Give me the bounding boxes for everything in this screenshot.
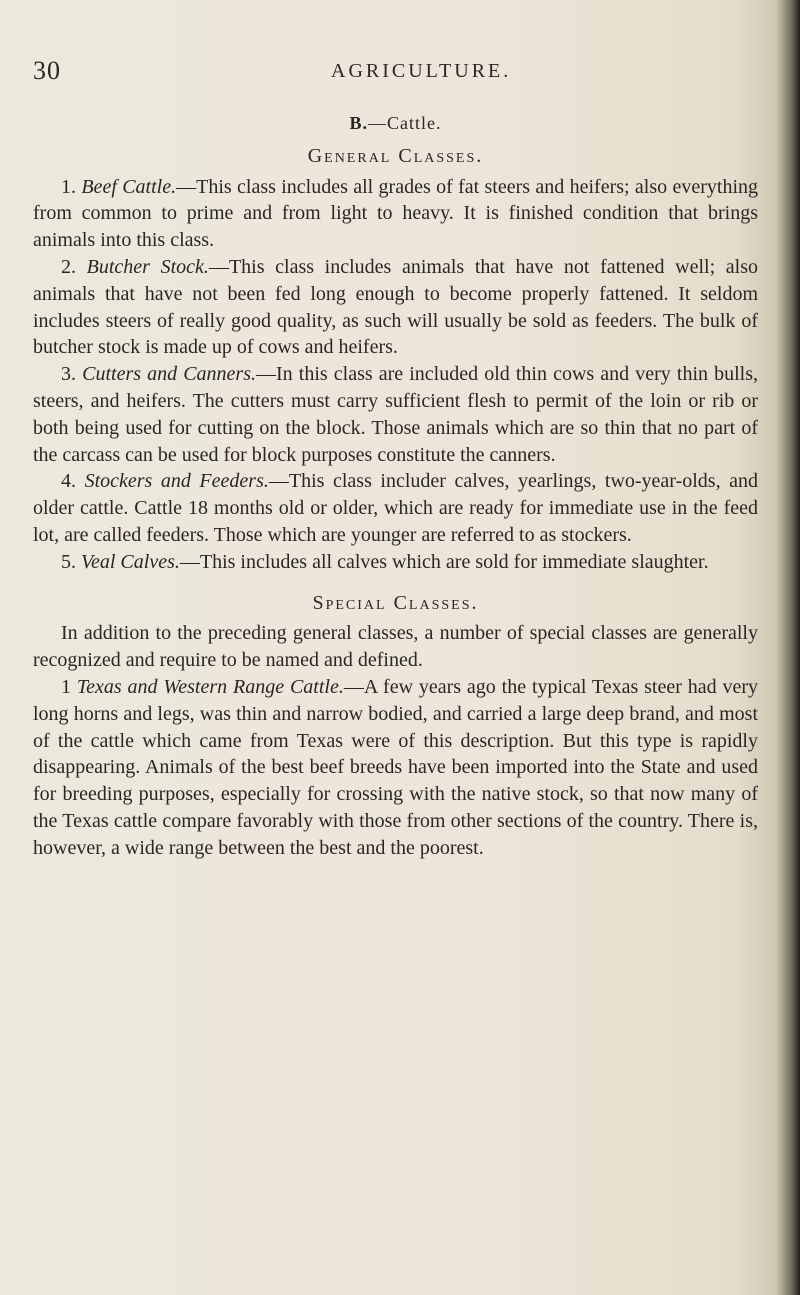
section-title [33, 110, 758, 137]
item-text: —A few years ago the typical Texas steer had very long horns and legs, was thin and narrow bodied, and carried a large deep brand, and most of the cattle which came from Texas were of this description. But this type is rapidly disappearing. Animals of the best beef breeds have been imported into the State and used for breeding purposes, especially for crossing with the native stock, so that now many of the Texas cattle compare favorably with those from other sections of the country. There is, however, a wide range between the best and the poorest. [33, 675, 758, 859]
item-term: Butcher Stock. [86, 255, 209, 278]
item-term: Veal Calves. [81, 550, 180, 573]
item-text: —In this class are included old thin cows and very thin bulls, steers, and heifers. The cutters must carry sufficient flesh to permit of the loin or rib or both being used for cutting on the block. Those animals which are so thin that no part of the carcass can be used for block purposes constitute the canners. [33, 363, 759, 466]
item-number: 2. [61, 255, 76, 278]
item-term: Stockers and Feeders. [84, 470, 269, 493]
section-name: —Cattle. [368, 113, 442, 133]
page-number: 30 [33, 56, 61, 85]
section-letter: B. [349, 113, 368, 133]
general-class-paragraph [33, 549, 758, 576]
item-text: —This class includer calves, yearlings, two-year-olds, and older cattle. Cattle 18 months old or older, which are ready for immediate use in the feed lot, are called feeders. Those which are younger are referred to as stockers. [33, 470, 759, 546]
general-class-paragraph [33, 468, 758, 548]
item-term: Beef Cattle. [81, 175, 177, 198]
general-class-paragraph [33, 361, 758, 468]
general-class-paragraph [33, 174, 758, 254]
item-number: 3. [61, 363, 76, 386]
general-class-paragraph [33, 254, 758, 361]
item-text: —This includes all calves which are sold for immediate slaughter. [179, 550, 709, 573]
running-head: AGRICULTURE. [331, 60, 512, 82]
item-number: 5. [61, 550, 76, 573]
item-number: 1 [61, 675, 71, 698]
item-term: Cutters and Canners. [82, 363, 256, 386]
page-header [33, 56, 733, 92]
item-number: 1. [61, 175, 76, 198]
special-intro-paragraph: In addition to the preceding general classes, a number of special classes are generally recognized and require to be named and defined. [33, 622, 758, 672]
item-number: 4. [61, 470, 76, 493]
item-text: —This class includes all grades of fat steers and heifers; also everything from common to prime and from light to heavy. It is finished condition that brings animals into this class. [33, 175, 759, 252]
page-body [33, 110, 758, 862]
special-classes-heading: Special Classes. [312, 591, 479, 614]
special-class-paragraph [33, 674, 758, 862]
item-term: Texas and Western Range Cattle. [76, 675, 344, 698]
item-text: —This class includes animals that have not fattened well; also animals that have not been fed long enough to become properly fattened. It seldom includes steers of really good quality, as such will usually be sold as feeders. The bulk of butcher stock is made up of cows and heifers. [33, 255, 759, 359]
general-classes-heading: General Classes. [307, 144, 484, 167]
